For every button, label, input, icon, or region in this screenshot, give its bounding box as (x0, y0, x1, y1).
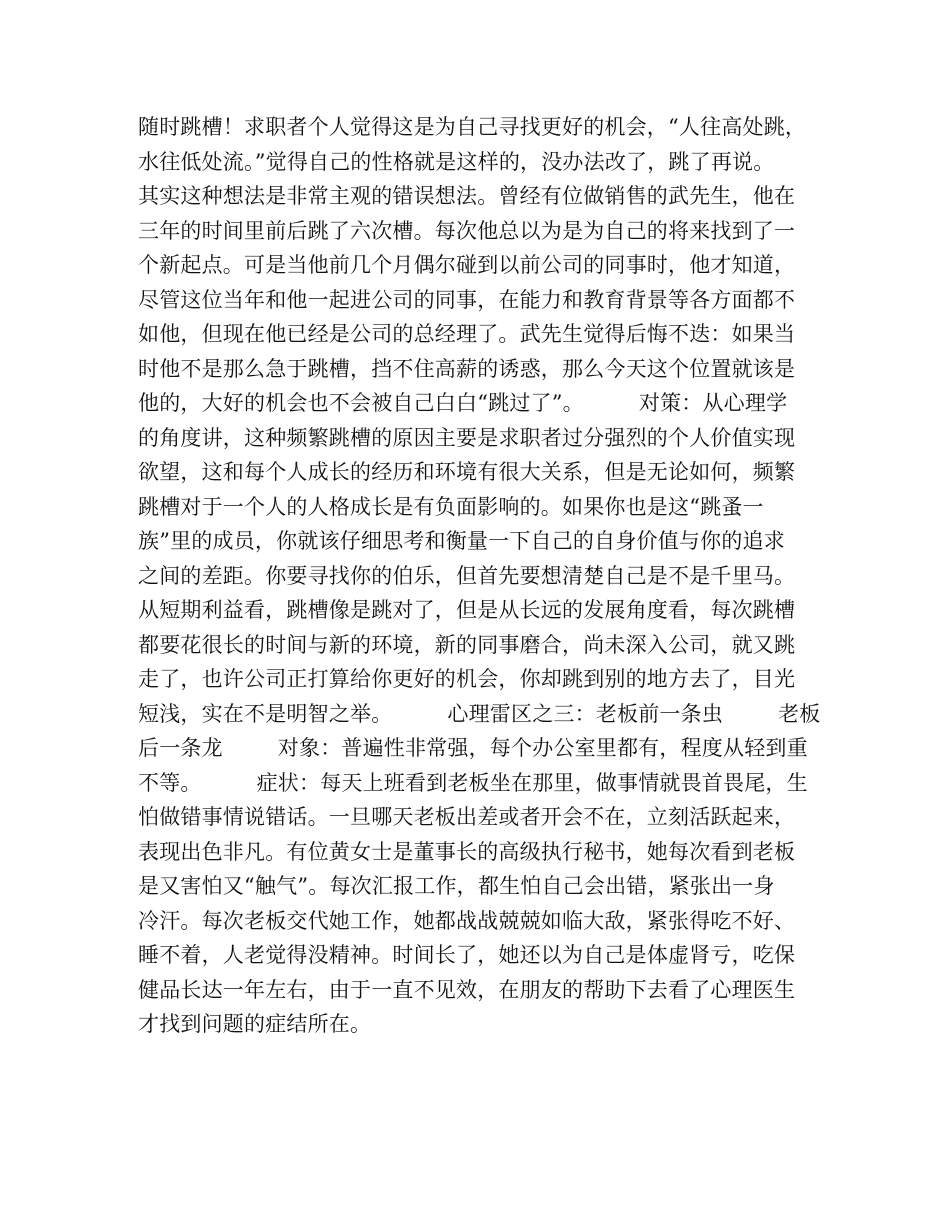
text-line: 他的，大好的机会也不会被自己白白“跳过了”。 对策：从心理学 (138, 391, 788, 415)
text-line: 如他，但现在他已经是公司的总经理了。武先生觉得后悔不迭：如果当 (138, 322, 796, 346)
text-line: 是又害怕又“触气”。每次汇报工作，都生怕自己会出错，紧张出一身 (138, 874, 775, 898)
text-line: 都要花很长的时间与新的环境，新的同事磨合，尚未深入公司，就又跳 (138, 632, 796, 657)
body-text (138, 110, 828, 1042)
text-line: 后一条龙 对象：普遍性非常强，每个办公室里都有，程度从轻到重 (138, 736, 808, 760)
text-line: 尽管这位当年和他一起进公司的同事，在能力和教育背景等各方面都不 (138, 287, 796, 312)
text-line: 走了，也许公司正打算给你更好的机会，你却跳到别的地方去了，目光 (138, 667, 796, 691)
text-line: 水往低处流。”觉得自己的性格就是这样的，没办法改了，跳了再说。 (138, 149, 775, 174)
text-line: 跳槽对于一个人的人格成长是有负面影响的。如果你也是这“跳蚤一 (138, 494, 764, 519)
text-line: 不等。 症状：每天上班看到老板坐在那里，做事情就畏首畏尾，生 (138, 770, 808, 795)
text-line: 随时跳槽！求职者个人觉得这是为自己寻找更好的机会，“人往高处跳， (138, 115, 807, 139)
text-line: 的角度讲，这种频繁跳槽的原因主要是求职者过分强烈的个人价值实现 (138, 425, 796, 450)
text-line: 欲望，这和每个人成长的经历和环境有很大关系，但是无论如何，频繁 (138, 460, 796, 484)
text-line: 睡不着，人老觉得没精神。时间长了，她还以为自己是体虚肾亏，吃保 (138, 943, 796, 967)
text-line: 族”里的成员，你就该仔细思考和衡量一下自己的自身价值与你的追求 (138, 529, 785, 553)
text-line: 短浅，实在不是明智之举。 心理雷区之三：老板前一条虫 老板 (138, 701, 821, 726)
text-line: 个新起点。可是当他前几个月偶尔碰到以前公司的同事时，他才知道， (138, 253, 796, 277)
text-line: 健品长达一年左右，由于一直不见效，在朋友的帮助下去看了心理医生 (138, 977, 796, 1002)
text-line: 从短期利益看，跳槽像是跳对了，但是从长远的发展角度看，每次跳槽 (138, 598, 796, 622)
text-line: 之间的差距。你要寻找你的伯乐，但首先要想清楚自己是不是千里马。 (138, 563, 796, 588)
text-line: 时他不是那么急于跳槽，挡不住高薪的诱惑，那么今天这个位置就该是 (138, 356, 796, 381)
text-line: 怕做错事情说错话。一旦哪天老板出差或者开会不在，立刻活跃起来， (138, 805, 796, 829)
text-line: 才找到问题的症结所在。 (138, 1012, 372, 1036)
text-line: 冷汗。每次老板交代她工作，她都战战兢兢如临大敌，紧张得吃不好、 (138, 908, 796, 933)
text-line: 其实这种想法是非常主观的错误想法。曾经有位做销售的武先生，他在 (138, 184, 796, 208)
text-line: 表现出色非凡。有位黄女士是董事长的高级执行秘书，她每次看到老板 (138, 839, 796, 864)
text-line: 三年的时间里前后跳了六次槽。每次他总以为是为自己的将来找到了一 (138, 218, 796, 243)
